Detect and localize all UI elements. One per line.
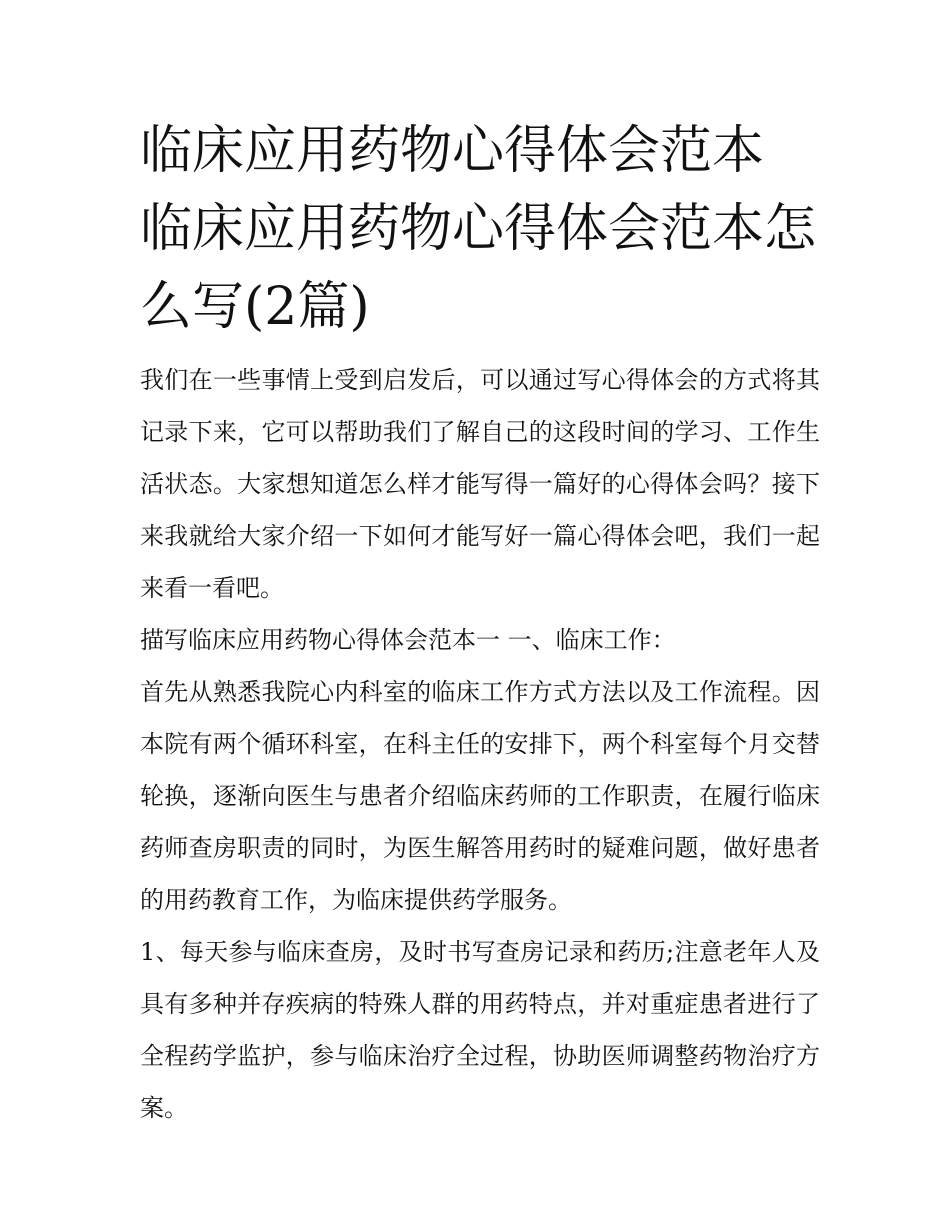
document-title: 临床应用药物心得体会范本 临床应用药物心得体会范本怎么写(2篇) (140, 121, 817, 337)
numbered-item-paragraph: 1、每天参与临床查房，及时书写查房记录和药历;注意老年人及具有多种并存疾病的特殊人群的用药特点，并对重症患者进行了全程药学监护，参与临床治疗全过程，协助医师调整药物治疗方案。 (140, 938, 820, 1122)
intro-paragraph: 我们在一些事情上受到启发后，可以通过写心得体会的方式将其记录下来，它可以帮助我们了解自己的这段时间的学习、工作生活状态。大家想知道怎么样才能写得一篇好的心得体会吗？接下来我就给大家介绍一下如何才能写好一篇心得体会吧，我们一起来看一看吧。 (140, 366, 820, 602)
document-body (140, 354, 820, 1134)
section-heading-paragraph: 描写临床应用药物心得体会范本一 一、临床工作： (140, 626, 676, 654)
clinical-work-paragraph: 首先从熟悉我院心内科室的临床工作方式方法以及工作流程。因本院有两个循环科室，在科主任的安排下，两个科室每个月交替轮换，逐渐向医生与患者介绍临床药师的工作职责，在履行临床药师查房职责的同时，为医生解答用药时的疑难问题，做好患者的用药教育工作，为临床提供药学服务。 (140, 678, 820, 914)
